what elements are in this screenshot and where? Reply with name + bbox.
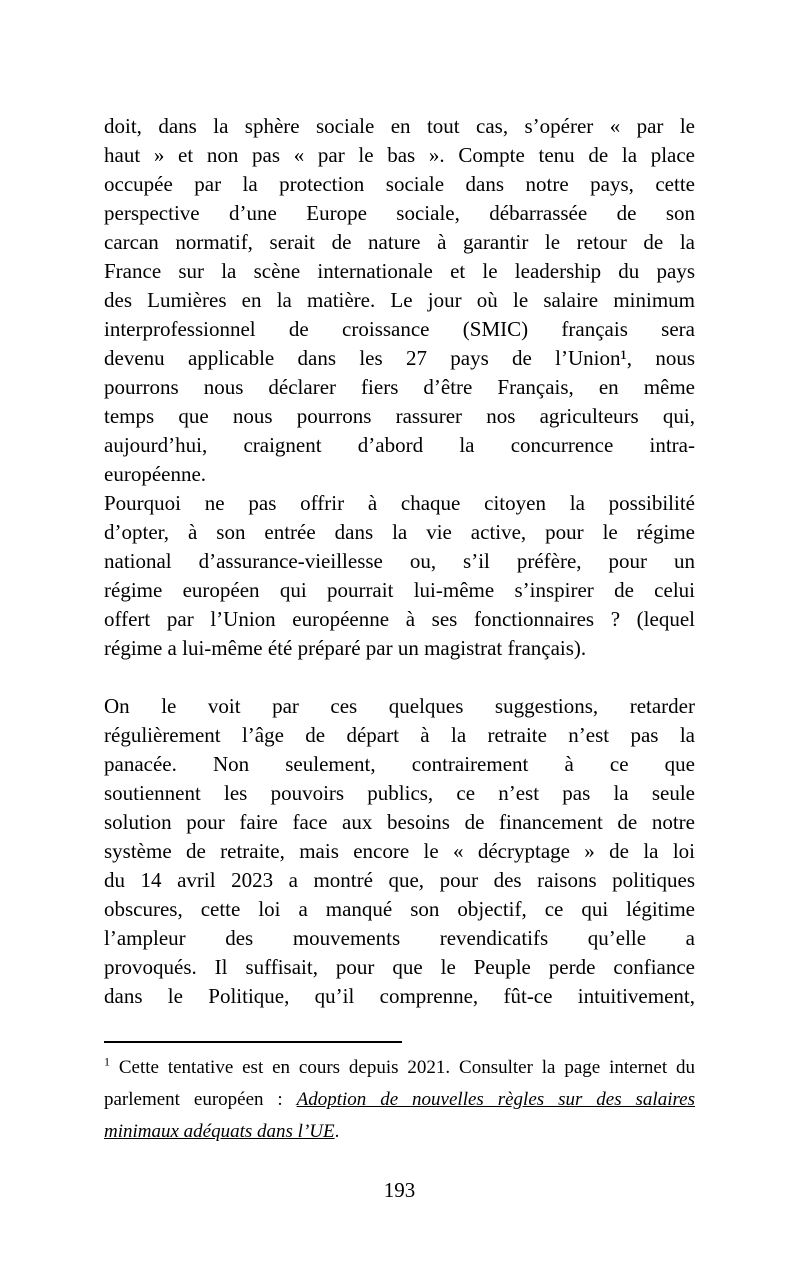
- text-line: régulièrement l’âge de départ à la retraite n’est pas la: [104, 723, 695, 747]
- text-line: carcan normatif, serait de nature à garantir le retour de la: [104, 230, 695, 254]
- text-line: solution pour faire face aux besoins de financement de notre: [104, 810, 695, 834]
- text-block: [104, 112, 695, 1148]
- page-number: 193: [383, 1178, 416, 1202]
- text-line: France sur la scène internationale et le leadership du pays: [104, 259, 695, 283]
- text-line: interprofessionnel de croissance (SMIC) français sera: [104, 317, 695, 341]
- text-line: soutiennent les pouvoirs publics, ce n’est pas la seule: [104, 781, 695, 805]
- footnote-text: parlement européen :: [104, 1089, 297, 1110]
- paragraph-3: [104, 692, 695, 1011]
- text-line: occupée par la protection sociale dans notre pays, cette: [104, 172, 695, 196]
- footnote-line: [104, 1084, 695, 1116]
- text-line: obscures, cette loi a manqué son objectif, ce qui légitime: [104, 897, 695, 921]
- body-text: [104, 112, 695, 1011]
- footnote-link[interactable]: minimaux adéquats dans l’UE: [104, 1121, 335, 1142]
- text-line: On le voit par ces quelques suggestions, retarder: [104, 694, 695, 718]
- text-line: devenu applicable dans les 27 pays de l’Union¹, nous: [104, 346, 695, 370]
- text-line: d’opter, à son entrée dans la vie active, pour le régime: [104, 520, 695, 544]
- text-line: l’ampleur des mouvements revendicatifs qu’elle a: [104, 926, 695, 950]
- text-line: régime a lui-même été préparé par un magistrat français).: [104, 636, 587, 660]
- paragraph-2: [104, 489, 695, 663]
- footnote-link[interactable]: Adoption de nouvelles règles sur des salaires: [296, 1089, 695, 1110]
- footnote-separator: [104, 1041, 402, 1043]
- text-line: temps que nous pourrons rassurer nos agriculteurs qui,: [104, 404, 695, 428]
- text-line: doit, dans la sphère sociale en tout cas, s’opérer « par le: [104, 114, 695, 138]
- text-line: haut » et non pas « par le bas ». Compte tenu de la place: [104, 143, 695, 167]
- text-line: des Lumières en la matière. Le jour où le salaire minimum: [104, 288, 695, 312]
- text-line: aujourd’hui, craignent d’abord la concurrence intra-: [104, 433, 695, 457]
- text-line: système de retraite, mais encore le « décryptage » de la loi: [104, 839, 695, 863]
- text-line: provoqués. Il suffisait, pour que le Peuple perde confiance: [104, 955, 695, 979]
- footnote-line: [104, 1052, 695, 1084]
- text-line: du 14 avril 2023 a montré que, pour des raisons politiques: [104, 868, 695, 892]
- text-line: offert par l’Union européenne à ses fonctionnaires ? (lequel: [104, 607, 695, 631]
- footnote-text: Cette tentative est en cours depuis 2021. Consulter la page internet du: [110, 1057, 695, 1078]
- footnote: [104, 1052, 695, 1148]
- footnote-text: .: [334, 1121, 340, 1142]
- text-line: européenne.: [104, 462, 207, 486]
- text-line: pourrons nous déclarer fiers d’être Français, en même: [104, 375, 695, 399]
- footnote-line: [104, 1116, 695, 1148]
- text-line: perspective d’une Europe sociale, débarrassée de son: [104, 201, 695, 225]
- text-line: dans le Politique, qu’il comprenne, fût-ce intuitivement,: [104, 984, 695, 1008]
- paragraph-1: [104, 112, 695, 489]
- text-line: national d’assurance-vieillesse ou, s’il préfère, pour un: [104, 549, 695, 573]
- text-line: régime européen qui pourrait lui-même s’inspirer de celui: [104, 578, 695, 602]
- footnote-marker: 1: [104, 1054, 110, 1069]
- text-line: Pourquoi ne pas offrir à chaque citoyen la possibilité: [104, 491, 695, 515]
- text-line: panacée. Non seulement, contrairement à ce que: [104, 752, 695, 776]
